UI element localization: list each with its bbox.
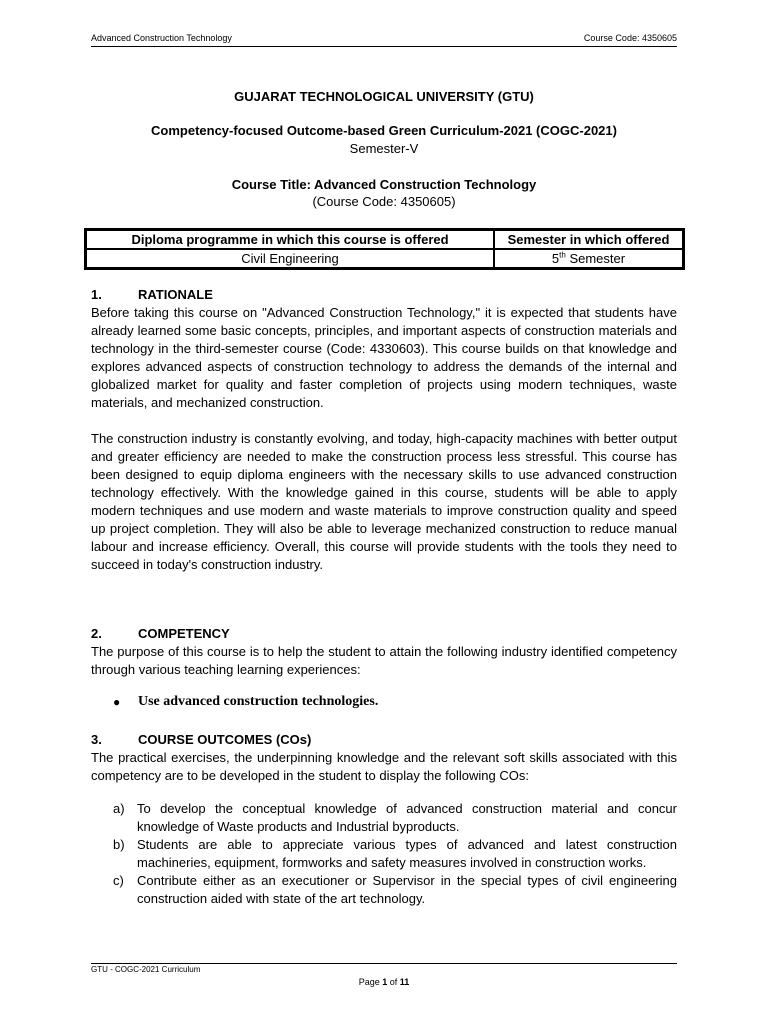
- list-item-marker: b): [113, 837, 125, 852]
- rationale-paragraph-1: Before taking this course on "Advanced Construction Technology," it is expected that students have already learned some basic concepts, principles, and important aspects of construction materials and technology in the third-semester course (Code: 4330603). This course builds on that knowledge and explores advanced aspects of construction technology to address the demands of the internal and globalized market for quality and faster completion of projects using modern techniques, waste materials, and mechanized construction.: [91, 305, 677, 410]
- footer-divider: [91, 963, 677, 964]
- section-title: COMPETENCY: [138, 626, 230, 641]
- course-title: Course Title: Advanced Construction Technology: [231, 177, 537, 192]
- list-item: [113, 836, 677, 872]
- semester-label: Semester-V: [349, 141, 419, 156]
- page-number: Page 1 of 11: [358, 977, 410, 987]
- section-number: 1.: [91, 287, 102, 302]
- table-header-cell: Diploma programme in which this course is offered: [86, 230, 494, 249]
- outcomes-section: [91, 731, 677, 785]
- section-title: COURSE OUTCOMES (COs): [138, 732, 312, 747]
- outcomes-list: [113, 800, 677, 908]
- curriculum-title: Competency-focused Outcome-based Green Curriculum-2021 (COGC-2021): [151, 123, 617, 138]
- list-item: [113, 800, 677, 836]
- section-heading: [91, 731, 677, 749]
- table-row: [86, 249, 683, 268]
- table-header-cell: Semester in which offered: [494, 230, 683, 249]
- programme-cell: Civil Engineering: [86, 249, 494, 268]
- list-item-marker: a): [113, 801, 125, 816]
- bullet-text: Use advanced construction technologies.: [138, 694, 379, 709]
- semester-cell: 5th Semester: [494, 249, 683, 268]
- section-number: 2.: [91, 626, 102, 641]
- outcomes-intro: The practical exercises, the underpinning knowledge and the relevant soft skills associated with this competency are to be developed in the student to display the following COs:: [91, 750, 677, 783]
- list-item-text: To develop the conceptual knowledge of advanced construction material and concur knowledge of Waste products and Industrial byproducts.: [137, 801, 677, 834]
- table-header-row: [86, 230, 683, 249]
- footer-curriculum: GTU - COGC-2021 Curriculum: [91, 965, 201, 974]
- university-title: GUJARAT TECHNOLOGICAL UNIVERSITY (GTU): [234, 89, 534, 104]
- rationale-section: [91, 286, 677, 574]
- list-item: [113, 872, 677, 908]
- header-course-name: Advanced Construction Technology: [91, 33, 232, 43]
- list-item-marker: c): [113, 873, 124, 888]
- rationale-paragraph-2: The construction industry is constantly evolving, and today, high-capacity machines with better output and greater efficiency are needed to make the construction process less stressful. This course has been designed to equip diploma engineers with the necessary skills to use advanced construction technology effectively. With the knowledge gained in this course, students will be able to apply modern techniques and use modern and waste materials to improve construction quality and speed up project completion. They will also be able to leverage mechanized construction to reduce manual labour and increase efficiency. Overall, this course will provide students with the tools they need to succeed in today's construction industry.: [91, 431, 677, 572]
- page-header: [91, 33, 677, 47]
- section-heading: [91, 625, 677, 643]
- course-code: (Course Code: 4350605): [312, 194, 456, 209]
- section-number: 3.: [91, 732, 102, 747]
- list-item-text: Students are able to appreciate various types of advanced and latest construction machineries, equipment, formworks and safety measures involved in construction works.: [137, 837, 677, 870]
- offer-table: [84, 228, 685, 270]
- competency-text: The purpose of this course is to help the student to attain the following industry identified competency through various teaching learning experiences:: [91, 644, 677, 677]
- header-course-code: Course Code: 4350605: [583, 33, 677, 43]
- competency-bullet: [113, 694, 378, 710]
- section-heading: [91, 286, 677, 304]
- bullet-icon: ●: [113, 694, 121, 709]
- competency-section: [91, 625, 677, 679]
- section-title: RATIONALE: [138, 287, 213, 302]
- list-item-text: Contribute either as an executioner or Supervisor in the special types of civil engineering construction aided with state of the art technology.: [137, 873, 677, 906]
